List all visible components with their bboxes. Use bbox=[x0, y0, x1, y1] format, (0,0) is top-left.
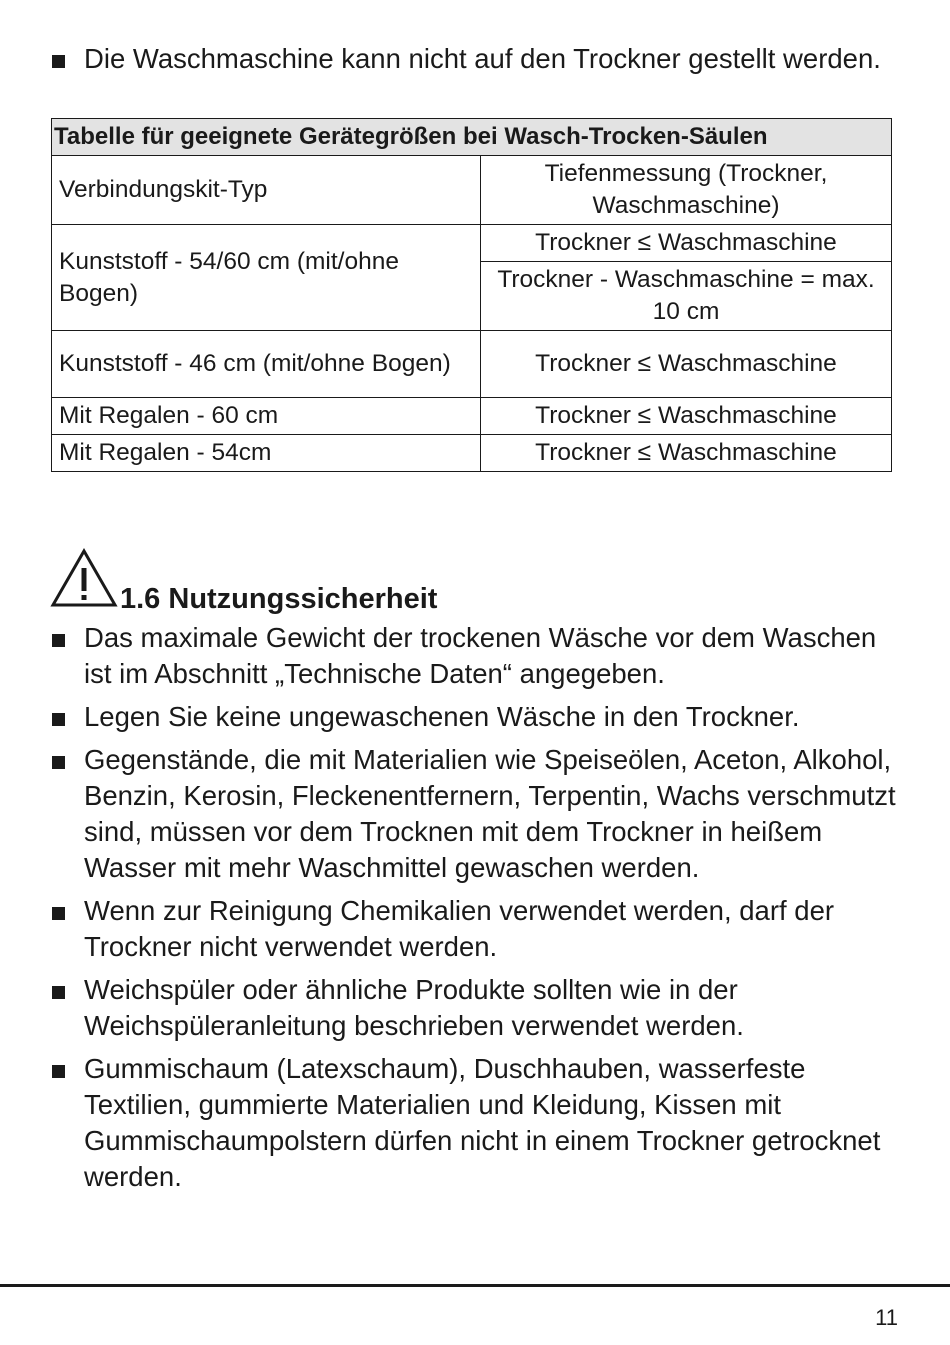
table-header-row bbox=[52, 156, 892, 225]
table-cell-depth: Trockner ≤ Waschmaschine bbox=[481, 398, 892, 435]
safety-bullet-list bbox=[0, 620, 950, 1202]
bullet-square-icon bbox=[52, 634, 65, 647]
table-row bbox=[52, 225, 892, 262]
bullet-square-icon bbox=[52, 756, 65, 769]
column-header-depth: Tiefenmessung (Trockner, Waschmaschine) bbox=[481, 156, 892, 225]
list-item bbox=[0, 1051, 950, 1195]
bullet-text: Gummischaum (Latexschaum), Duschhauben, wasserfeste Textilien, gummierte Materialien und Kleidung, Kissen mit Gummischaumpolstern dürfen nicht in einem Trockner getrocknet werden. bbox=[84, 1053, 881, 1192]
table-cell-kit-type: Kunststoff - 54/60 cm (mit/ohne Bogen) bbox=[52, 225, 481, 331]
bullet-square-icon bbox=[52, 713, 65, 726]
list-item bbox=[0, 742, 950, 886]
table-cell-kit-type: Mit Regalen - 60 cm bbox=[52, 398, 481, 435]
top-bullet-list bbox=[0, 41, 950, 77]
bullet-square-icon bbox=[52, 986, 65, 999]
page-number: 11 bbox=[875, 1305, 898, 1330]
bullet-square-icon bbox=[52, 55, 65, 68]
table-cell-depth: Trockner ≤ Waschmaschine bbox=[481, 225, 892, 262]
table-row bbox=[52, 435, 892, 472]
section-heading bbox=[50, 548, 438, 615]
table-caption: Tabelle für geeignete Gerätegrößen bei Wasch-Trocken-Säulen bbox=[52, 119, 892, 156]
bullet-text: Die Waschmaschine kann nicht auf den Trockner gestellt werden. bbox=[84, 43, 881, 74]
bullet-text: Gegenstände, die mit Materialien wie Speiseölen, Aceton, Alkohol, Benzin, Kerosin, Fleckenentfernern, Terpentin, Wachs verschmutzt sind, müssen vor dem Trocknen mit dem Trockner in heißem Wasser mit mehr Waschmittel gewaschen werden. bbox=[84, 744, 896, 883]
list-item bbox=[0, 972, 950, 1044]
footer-divider bbox=[0, 1284, 950, 1287]
table-cell-depth: Trockner ≤ Waschmaschine bbox=[481, 331, 892, 398]
table-cell-depth: Trockner ≤ Waschmaschine bbox=[481, 435, 892, 472]
warning-triangle-icon bbox=[50, 548, 118, 608]
list-item bbox=[0, 893, 950, 965]
list-item bbox=[0, 41, 950, 77]
table-cell-kit-type: Kunststoff - 46 cm (mit/ohne Bogen) bbox=[52, 331, 481, 398]
appliance-size-table bbox=[51, 118, 892, 472]
table-cell-depth: Trockner - Waschmaschine = max. 10 cm bbox=[481, 262, 892, 331]
bullet-text: Das maximale Gewicht der trockenen Wäsche vor dem Waschen ist im Abschnitt „Technische Daten“ angegeben. bbox=[84, 622, 877, 689]
table-caption-row bbox=[52, 119, 892, 156]
bullet-square-icon bbox=[52, 907, 65, 920]
list-item bbox=[0, 620, 950, 692]
table-row bbox=[52, 398, 892, 435]
list-item bbox=[0, 699, 950, 735]
bullet-square-icon bbox=[52, 1065, 65, 1078]
bullet-text: Wenn zur Reinigung Chemikalien verwendet werden, darf der Trockner nicht verwendet werden. bbox=[84, 895, 835, 962]
bullet-text: Weichspüler oder ähnliche Produkte sollten wie in der Weichspüleranleitung beschrieben verwendet werden. bbox=[84, 974, 744, 1041]
section-title: 1.6 Nutzungssicherheit bbox=[120, 583, 438, 615]
bullet-text: Legen Sie keine ungewaschenen Wäsche in den Trockner. bbox=[84, 701, 800, 732]
column-header-kit-type: Verbindungskit-Typ bbox=[52, 156, 481, 225]
table-cell-kit-type: Mit Regalen - 54cm bbox=[52, 435, 481, 472]
table-row bbox=[52, 331, 892, 398]
